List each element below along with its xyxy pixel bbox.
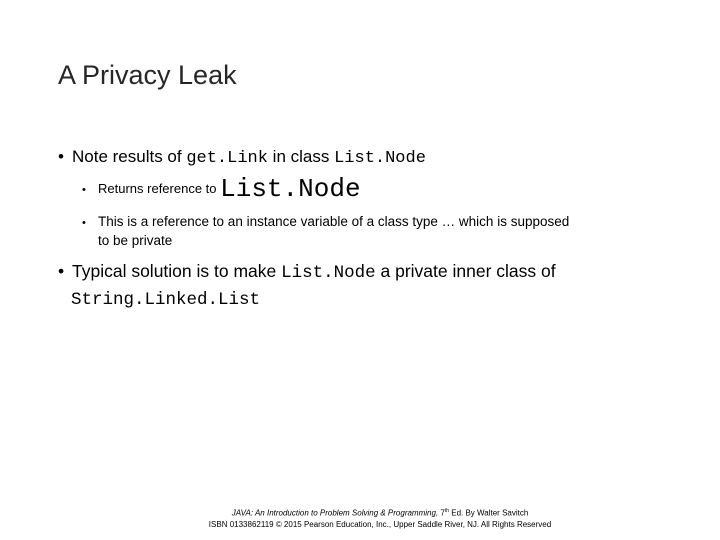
bullet-dot: • — [82, 184, 86, 196]
subbullet-text: Returns reference to — [98, 181, 221, 196]
bullet-text: Note results of — [72, 147, 187, 166]
bullet-dot: • — [58, 261, 65, 281]
code-list-node: List.Node — [334, 149, 426, 168]
footer-edition-sup: th — [444, 508, 450, 514]
code-list-node-large: List.Node — [220, 174, 361, 204]
subbullet-returns-reference — [82, 174, 361, 204]
bullet-text: Typical solution is to make — [72, 261, 282, 281]
subbullet-instance-variable — [82, 213, 569, 250]
code-list-node: List.Node — [281, 263, 376, 283]
bullet-dot: • — [82, 217, 86, 229]
footer-author: Ed. By Walter Savitch — [449, 508, 529, 518]
footer-edition: 7 — [438, 508, 445, 518]
footer-book-name: JAVA: An Introduction to Problem Solving & Programming, — [231, 508, 439, 518]
bullet-text: a private inner class of — [375, 261, 556, 281]
subbullet-text-line2: to be private — [98, 233, 173, 248]
subbullet-text-line1: This is a reference to an instance variable of a class type … which is supposed — [98, 214, 570, 229]
footer-copyright: ISBN 0133862119 © 2015 Pearson Education, Inc., Upper Saddle River, NJ. All Rights Reserved — [208, 520, 552, 529]
code-get-link: get.Link — [186, 149, 268, 168]
slide-title: A Privacy Leak — [58, 60, 237, 90]
bullet-text: in class — [267, 147, 335, 166]
bullet-typical-solution — [58, 259, 556, 313]
bullet-note-results — [58, 147, 426, 168]
footer-book-title — [0, 508, 720, 518]
bullet-dot: • — [58, 147, 64, 166]
code-string-linked-list: String.Linked.List — [71, 290, 261, 310]
